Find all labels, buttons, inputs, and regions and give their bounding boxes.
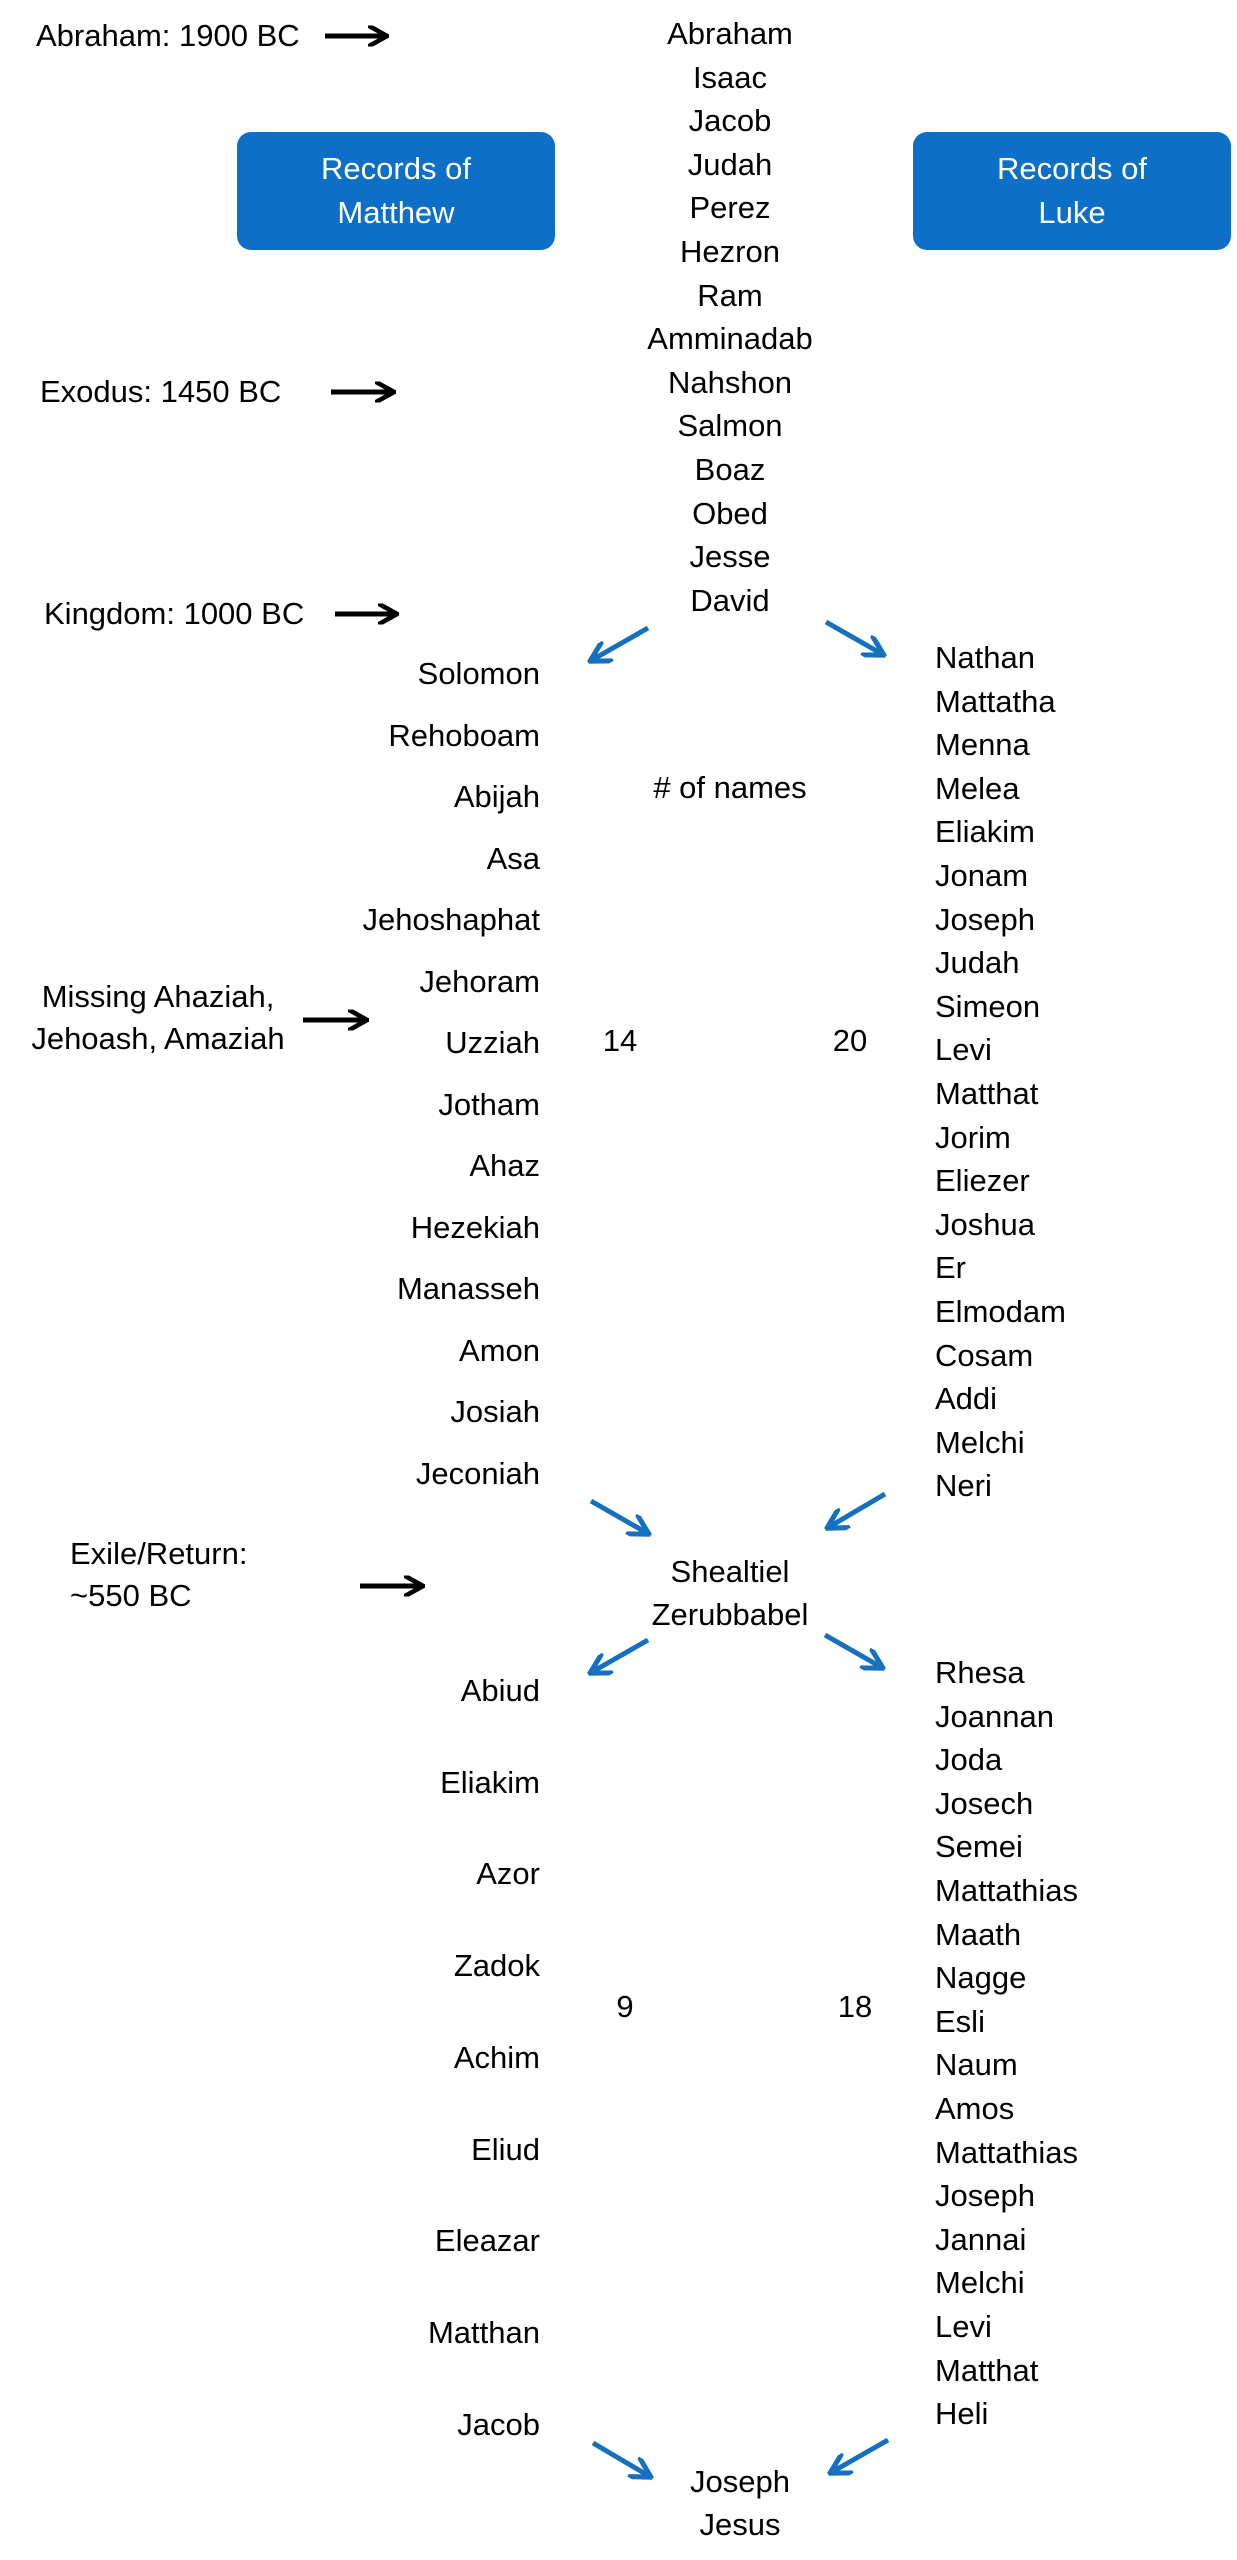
matthew-name: Hezekiah [410, 1209, 540, 1245]
luke-name: Menna [935, 727, 1030, 763]
luke-name: Joannan [935, 1698, 1054, 1734]
matthew-name: Jehoram [419, 963, 540, 999]
luke-name: Esli [935, 2003, 985, 2039]
branch-arrow-jacob-to-joseph [593, 2443, 649, 2476]
shared-ancestor-name: Nahshon [667, 364, 793, 400]
timeline-kingdom-label: Kingdom: 1000 BC [44, 596, 305, 631]
matthew-name: Azor [476, 1856, 540, 1892]
shared-ancestor-name: Isaac [692, 59, 768, 95]
matthew-name: Abijah [453, 779, 540, 814]
luke-count-2: 18 [837, 1989, 873, 2024]
luke-name: Joshua [935, 1206, 1035, 1242]
luke-name: Mattatha [935, 683, 1056, 719]
luke-name: Joseph [935, 901, 1035, 937]
matthew-name: Jeconiah [415, 1455, 540, 1491]
matthew-name: Matthan [427, 2314, 540, 2350]
luke-name: Eliakim [935, 814, 1035, 850]
final-name-jesus: Jesus [699, 2507, 781, 2542]
branch-arrow-neri-to-shealtiel [829, 1494, 885, 1527]
luke-name: Judah [935, 945, 1020, 981]
merge-name-shealtiel: Shealtiel [670, 1554, 790, 1589]
shared-ancestor-name: Abraham [667, 16, 793, 51]
matthew-name: Jehoshaphat [362, 902, 540, 937]
shared-ancestor-name: Perez [689, 190, 771, 226]
matthew-name: Rehoboam [388, 717, 540, 753]
luke-name: Melea [935, 770, 1020, 806]
shared-ancestor-name: Jesse [689, 539, 771, 575]
luke-name: Nagge [935, 1960, 1027, 1996]
matthew-name: Manasseh [396, 1271, 540, 1306]
matthew-name: Eliud [471, 2131, 540, 2167]
matthew-name: Asa [486, 840, 540, 876]
matthew-name: Jacob [457, 2406, 540, 2442]
timeline-exile-label: Exile/Return: ~550 BC [70, 1536, 248, 1613]
branch-arrow-david-to-luke [826, 622, 882, 654]
luke-name: Josech [935, 1785, 1034, 1821]
luke-name: Mattathias [935, 2134, 1079, 2170]
luke-name: Jonam [935, 857, 1029, 893]
shared-ancestor-name: Boaz [694, 451, 766, 487]
luke-name: Melchi [935, 1424, 1025, 1460]
shared-ancestor-name: Hezron [680, 233, 780, 269]
luke-name: Joseph [935, 2178, 1035, 2214]
matthew-name: Achim [453, 2039, 540, 2075]
luke-name: Joda [935, 1742, 1003, 1778]
shared-ancestor-name: Ram [697, 277, 763, 313]
timeline-missing-label: Missing Ahaziah, Jehoash, Amaziah [31, 979, 285, 1056]
luke-name: Levi [935, 2308, 992, 2344]
matthew-count-1: 14 [602, 1023, 638, 1058]
merge-name-zerubbabel: Zerubbabel [651, 1597, 809, 1632]
luke-name: Jorim [935, 1119, 1011, 1155]
shared-ancestor-name: Amminadab [647, 321, 813, 357]
luke-name: Melchi [935, 2265, 1025, 2301]
luke-name: Mattathias [935, 1872, 1079, 1908]
luke-count-1: 20 [832, 1023, 868, 1058]
luke-name: Heli [935, 2396, 989, 2432]
luke-name: Matthat [935, 1075, 1039, 1111]
luke-name: Cosam [935, 1337, 1034, 1373]
luke-records-box: Records of Luke [913, 132, 1231, 250]
matthew-name: Zadok [453, 1948, 540, 1984]
branch-arrow-david-to-matthew [592, 628, 648, 660]
shared-ancestor-name: Judah [687, 146, 773, 182]
timeline-abraham-label: Abraham: 1900 BC [36, 18, 300, 53]
luke-name: Levi [935, 1032, 992, 1068]
luke-name: Maath [935, 1916, 1022, 1952]
luke-name: Matthat [935, 2352, 1039, 2388]
branch-arrow-heli-to-joseph [832, 2440, 888, 2472]
matthew-name: Eliakim [440, 1764, 540, 1800]
matthew-name: Ahaz [469, 1148, 540, 1183]
luke-name: Simeon [935, 988, 1041, 1024]
luke-name: Eliezer [935, 1163, 1030, 1199]
branch-arrow-zerubbabel-to-matthew [592, 1640, 648, 1672]
luke-name: Nathan [935, 640, 1035, 675]
matthew-name: Josiah [450, 1394, 540, 1429]
luke-name: Addi [935, 1381, 998, 1417]
timeline-exodus-label: Exodus: 1450 BC [40, 374, 282, 409]
luke-name: Elmodam [935, 1293, 1066, 1329]
matthew-name: Jotham [438, 1086, 540, 1122]
luke-name: Rhesa [935, 1655, 1025, 1690]
branch-arrow-zerubbabel-to-luke [825, 1635, 881, 1667]
matthew-count-2: 9 [616, 1989, 634, 2024]
shared-ancestor-name: Obed [692, 495, 768, 531]
shared-ancestor-name: David [690, 582, 770, 618]
matthew-name: Solomon [417, 656, 540, 691]
matthew-name: Eleazar [434, 2223, 540, 2259]
final-name-joseph: Joseph [690, 2464, 790, 2499]
branch-arrow-jeconiah-to-shealtiel [591, 1501, 647, 1533]
shared-ancestor-name: Jacob [688, 103, 772, 139]
luke-name: Naum [935, 2047, 1018, 2083]
matthew-records-box: Records of Matthew [237, 132, 555, 250]
matthew-name: Amon [459, 1332, 540, 1368]
matthew-name: Uzziah [445, 1025, 540, 1060]
luke-name: Er [935, 1250, 966, 1286]
luke-name: Neri [935, 1468, 992, 1504]
luke-name: Semei [935, 1829, 1023, 1865]
luke-name: Amos [935, 2090, 1015, 2126]
luke-name: Jannai [935, 2221, 1027, 2257]
matthew-name: Abiud [460, 1673, 540, 1708]
shared-ancestor-name: Salmon [677, 408, 783, 444]
count-label: # of names [653, 770, 807, 805]
